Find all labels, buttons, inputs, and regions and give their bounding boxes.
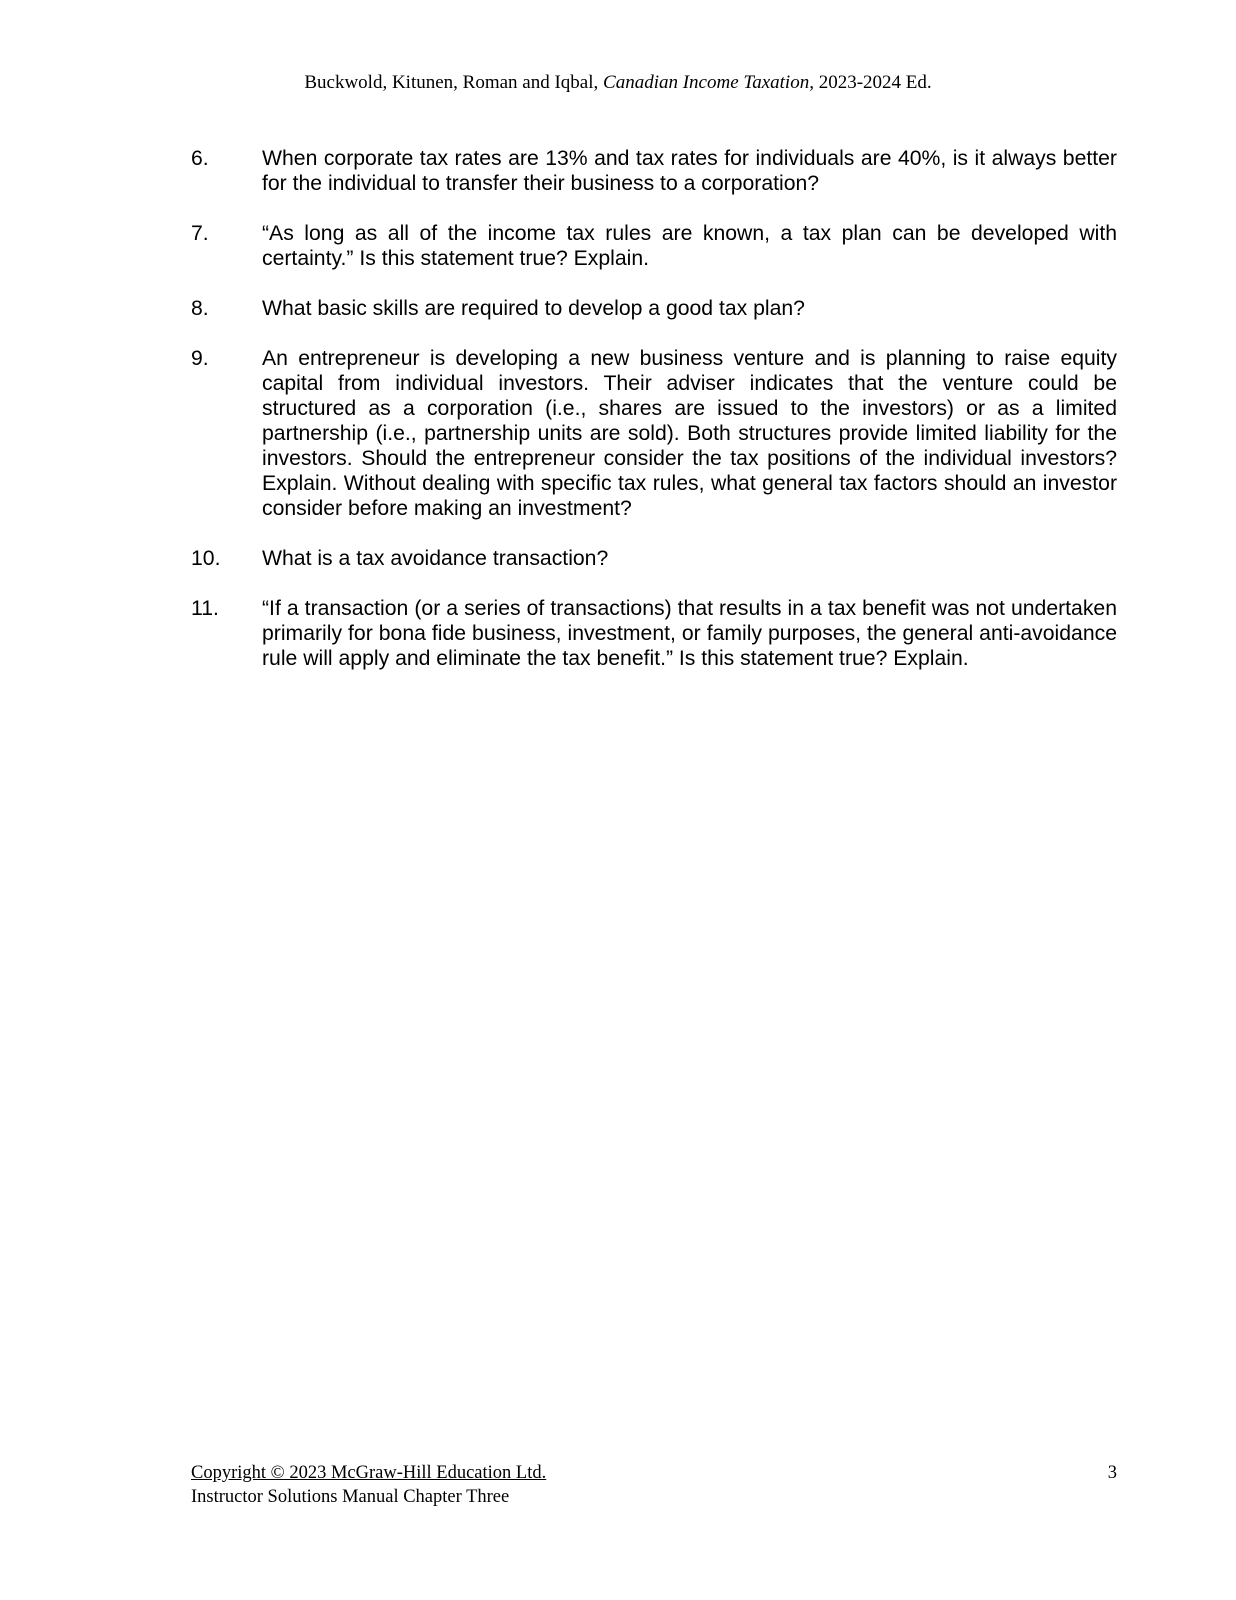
header-edition: 2023-2024 Ed.	[813, 72, 932, 93]
question-text: An entrepreneur is developing a new business venture and is planning to raise equity capital from individual investors. Their adviser indicates that the venture could be structured as a corporation (i.e., shares are issued to the investors) or as a limited partnership (i.e., partnership units are sold). Both structures provide limited liability for the investors. Should the entrepreneur consider the tax positions of the individual investors? Explain. Without dealing with specific tax rules, what general tax factors should an investor consider before making an investment?	[262, 347, 1117, 520]
question-text: “As long as all of the income tax rules are known, a tax plan can be developed with certainty.” Is this statement true? Explain.	[262, 222, 1117, 270]
copyright-notice: Copyright © 2023 McGraw-Hill Education Ltd.	[191, 1463, 547, 1483]
question-8	[191, 296, 1117, 321]
question-number: 7.	[191, 222, 209, 245]
question-10	[191, 546, 1117, 571]
question-number: 9.	[191, 347, 209, 370]
header-authors: Buckwold, Kitunen, Roman and Iqbal,	[304, 72, 604, 93]
question-7	[191, 221, 1117, 271]
question-text: What is a tax avoidance transaction?	[262, 547, 609, 570]
question-number: 8.	[191, 297, 209, 320]
manual-chapter: Instructor Solutions Manual Chapter Three	[191, 1487, 510, 1507]
question-11	[191, 596, 1117, 671]
page-number: 3	[1107, 1463, 1117, 1483]
question-text: What basic skills are required to develop a good tax plan?	[262, 297, 805, 320]
header-book-title: Canadian Income Taxation,	[603, 72, 814, 93]
question-list	[191, 146, 1117, 696]
running-header	[0, 71, 1236, 95]
question-9	[191, 346, 1117, 521]
question-number: 11.	[191, 597, 219, 620]
question-6	[191, 146, 1117, 196]
question-number: 6.	[191, 147, 209, 170]
page-footer	[191, 1461, 1117, 1509]
question-text: “If a transaction (or a series of transactions) that results in a tax benefit was not undertaken primarily for bona fide business, investment, or family purposes, the general anti-avoidance rule will apply and eliminate the tax benefit.” Is this statement true? Explain.	[262, 597, 1117, 670]
question-number: 10.	[191, 547, 221, 570]
question-text: When corporate tax rates are 13% and tax rates for individuals are 40%, is it always better for the individual to transfer their business to a corporation?	[262, 147, 1117, 195]
